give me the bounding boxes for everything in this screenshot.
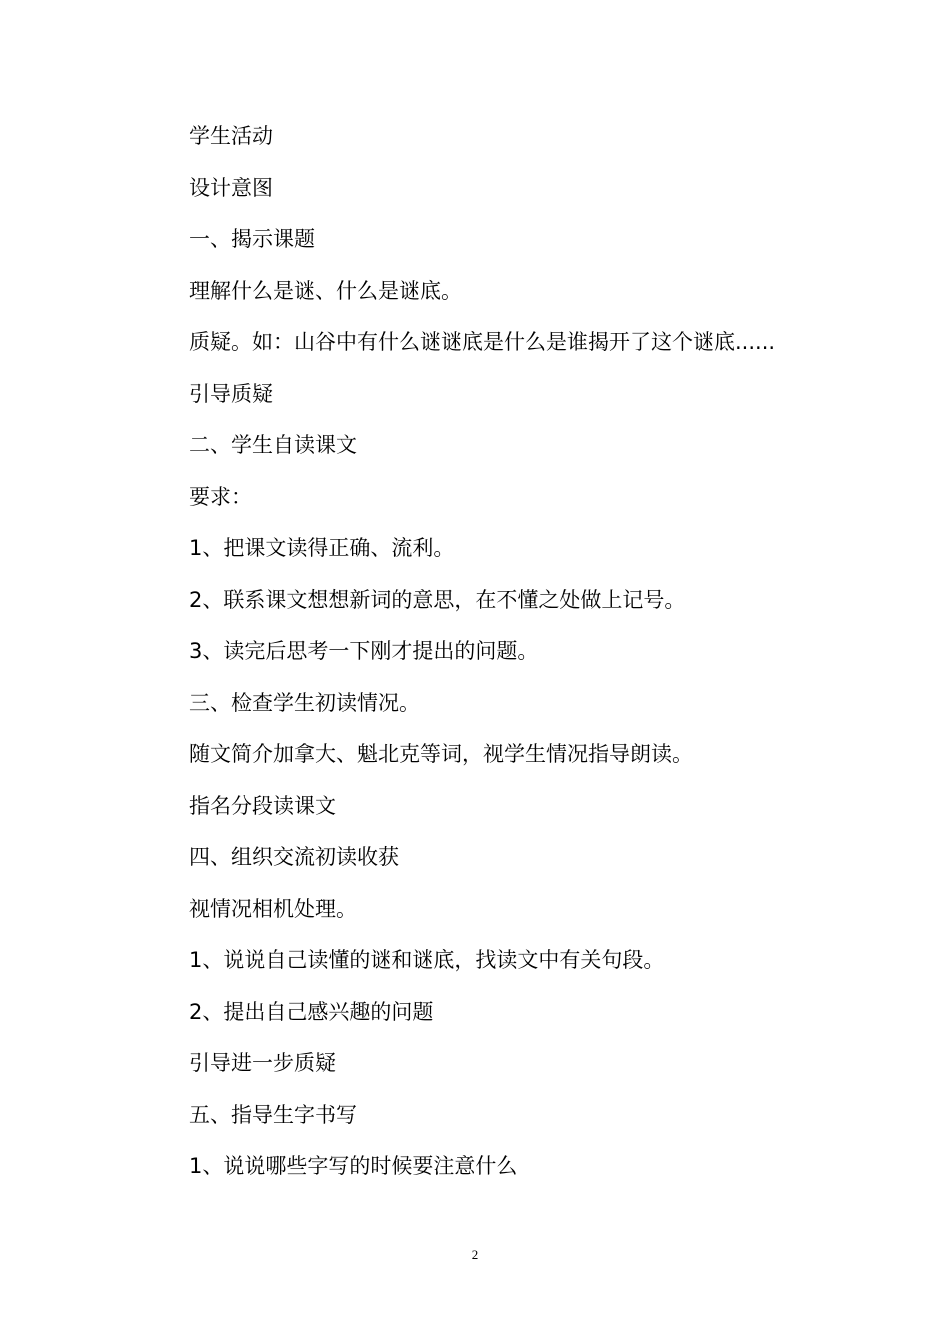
section-heading-4: 四、组织交流初读收获 (189, 845, 399, 869)
section-heading-1: 一、揭示课题 (189, 227, 315, 251)
paragraph: 引导进一步质疑 (189, 1051, 336, 1075)
list-item: 1、说说自己读懂的谜和谜底，找读文中有关句段。 (189, 948, 665, 972)
paragraph: 要求： (189, 484, 252, 509)
list-item: 1、把课文读得正确、流利。 (189, 536, 455, 560)
list-item: 2、联系课文想想新词的意思，在不懂之处做上记号。 (189, 587, 686, 612)
paragraph: 视情况相机处理。 (189, 896, 357, 921)
heading-student-activity: 学生活动 (189, 124, 273, 148)
heading-design-intent: 设计意图 (189, 175, 273, 200)
paragraph: 引导质疑 (189, 381, 273, 406)
list-item: 1、说说哪些字写的时候要注意什么 (189, 1154, 518, 1178)
page-number: 2 (471, 1247, 479, 1262)
section-heading-2: 二、学生自读课文 (189, 433, 357, 457)
paragraph: 理解什么是谜、什么是谜底。 (189, 278, 462, 303)
section-heading-5: 五、指导生字书写 (189, 1102, 357, 1127)
paragraph: 质疑。如：山谷中有什么谜谜底是什么是谁揭开了这个谜底...... (189, 330, 776, 354)
list-item: 2、提出自己感兴趣的问题 (189, 999, 434, 1024)
paragraph: 随文简介加拿大、魁北克等词，视学生情况指导朗读。 (189, 742, 693, 766)
paragraph: 指名分段读课文 (189, 793, 336, 818)
list-item: 3、读完后思考一下刚才提出的问题。 (189, 639, 539, 663)
section-heading-3: 三、检查学生初读情况。 (189, 690, 420, 715)
document-body (189, 118, 889, 1200)
